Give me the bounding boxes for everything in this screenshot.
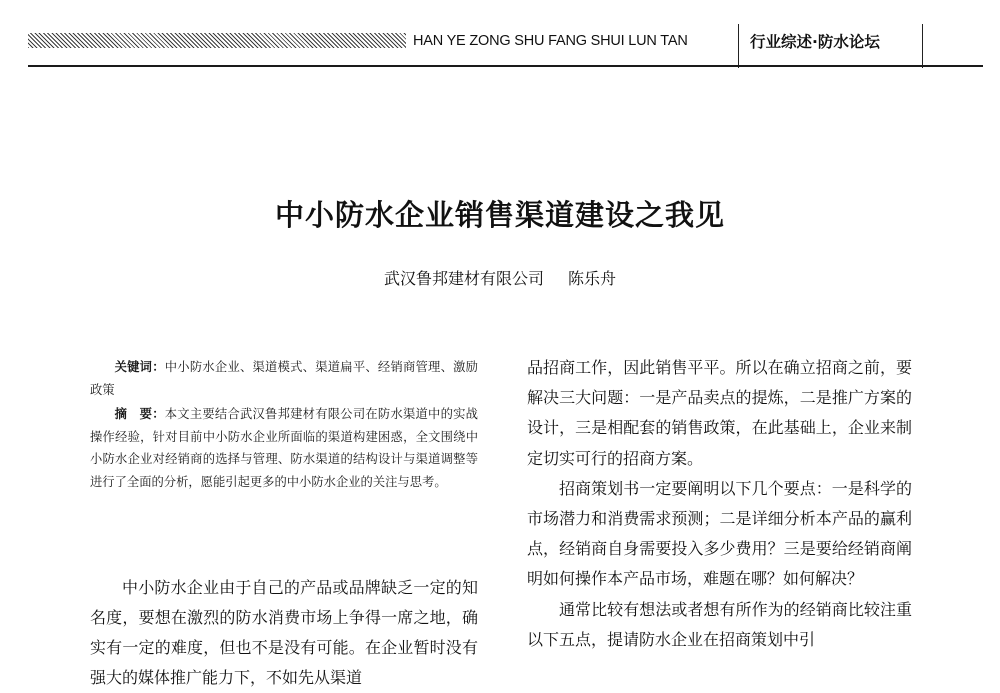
abstract-block <box>90 356 478 493</box>
keywords-paragraph <box>90 356 478 401</box>
running-header-pinyin: HAN YE ZONG SHU FANG SHUI LUN TAN <box>413 33 688 49</box>
summary-label: 摘 要： <box>114 406 165 421</box>
body-paragraph: 通常比较有想法或者想有所作为的经销商比较注重以下五点，提请防水企业在招商策划中引 <box>527 599 912 649</box>
keywords-text: 中小防水企业、渠道模式、渠道扁平、经销商管理、激励政策 <box>90 360 478 397</box>
article-title: 中小防水企业销售渠道建设之我见 <box>274 198 725 232</box>
header-divider-right <box>922 24 923 68</box>
header-rule <box>28 65 983 67</box>
header-divider <box>738 24 739 68</box>
running-header-section: 行业综述·防水论坛 <box>750 33 880 51</box>
keywords-label: 关键词： <box>114 359 165 374</box>
body-column-left <box>90 573 478 693</box>
body-paragraph: 招商策划书一定要阐明以下几个要点：一是科学的市场潜力和消费需求预测；二是详细分析本产品的赢利点，经销商自身需要投入多少费用？三是要给经销商阐明如何操作本产品市场，难题在哪？如何解决？ <box>527 478 912 589</box>
summary-text: 本文主要结合武汉鲁邦建材有限公司在防水渠道中的实战操作经验，针对目前中小防水企业所面临的渠道构建困惑，全文围绕中小防水企业对经销商的选择与管理、防水渠道的结构设计与渠道调整等进行了全面的分析，愿能引起更多的中小防水企业的关注与思考。 <box>90 407 478 489</box>
byline <box>0 266 1000 289</box>
body-column-right <box>527 353 912 655</box>
header-hatch-band <box>28 33 406 48</box>
affiliation: 武汉鲁邦建材有限公司 <box>383 269 544 288</box>
summary-paragraph <box>90 403 478 493</box>
author: 陈乐舟 <box>568 269 617 288</box>
body-paragraph: 中小防水企业由于自己的产品或品牌缺乏一定的知名度，要想在激烈的防水消费市场上争得一席之地，确实有一定的难度，但也不是没有可能。在企业暂时没有强大的媒体推广能力下，不如先从渠道 <box>90 578 478 687</box>
body-paragraph: 品招商工作，因此销售平平。所以在确立招商之前，要解决三大问题：一是产品卖点的提炼，二是推广方案的设计，三是相配套的销售政策，在此基础上，企业来制定切实可行的招商方案。 <box>527 358 912 468</box>
